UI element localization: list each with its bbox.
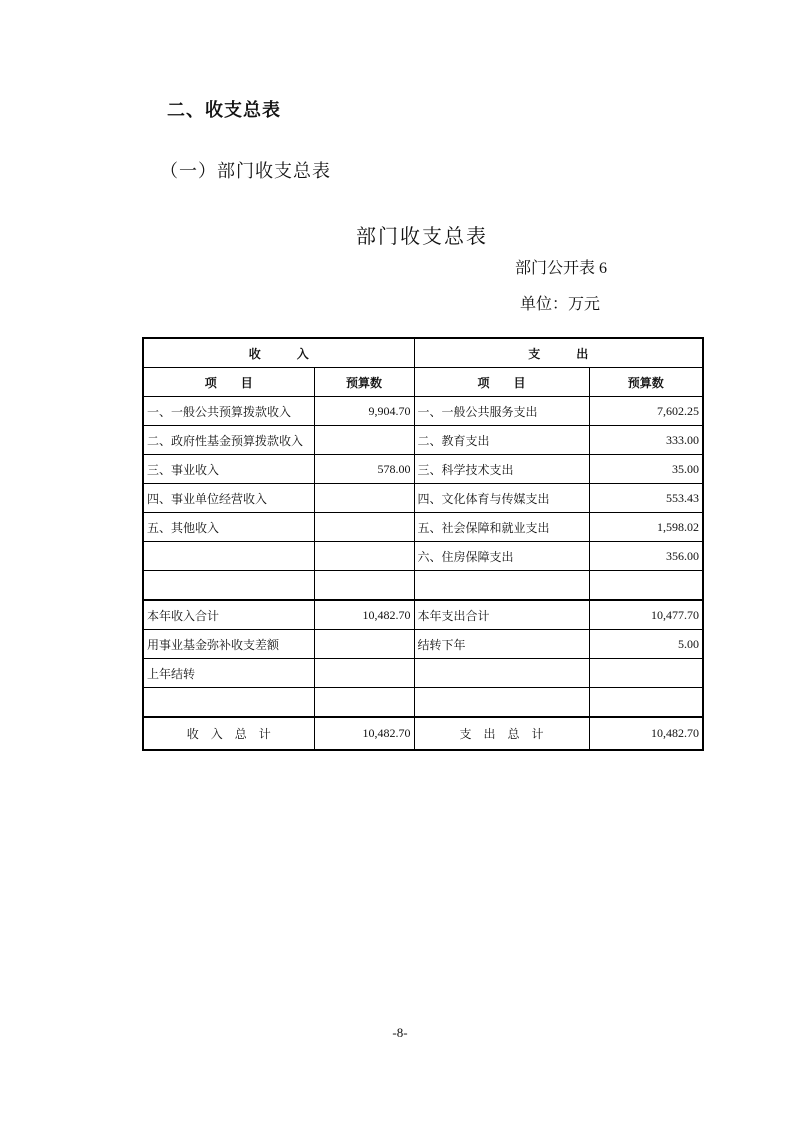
income-total-value: 10,482.70: [314, 717, 414, 750]
table-row: [143, 397, 703, 426]
income-budget-header: 预算数: [314, 368, 414, 397]
expense-value-cell: [589, 659, 703, 688]
expense-item-cell: 六、住房保障支出: [414, 542, 589, 571]
income-group-header: 收 入: [143, 338, 414, 368]
income-item-cell: [143, 542, 314, 571]
expense-value-cell: [589, 688, 703, 718]
page-number: -8-: [392, 1025, 408, 1040]
income-value-cell: [314, 513, 414, 542]
expense-item-cell: [414, 571, 589, 601]
expense-value-cell: 35.00: [589, 455, 703, 484]
income-item-cell: 本年收入合计: [143, 600, 314, 630]
section-heading: 二、收支总表: [167, 100, 281, 120]
table-label: 部门公开表 6: [515, 260, 608, 277]
expense-budget-header: 预算数: [589, 368, 703, 397]
sub-heading: （一）部门收支总表: [160, 161, 331, 181]
expense-item-cell: 本年支出合计: [414, 600, 589, 630]
table-row: [143, 630, 703, 659]
expense-total-label: 支 出 总 计: [414, 717, 589, 750]
income-value-cell: 9,904.70: [314, 397, 414, 426]
table-row: [143, 455, 703, 484]
income-item-cell: 四、事业单位经营收入: [143, 484, 314, 513]
income-total-label: 收 入 总 计: [143, 717, 314, 750]
expense-value-cell: 5.00: [589, 630, 703, 659]
table-row: [143, 688, 703, 718]
table-row: [143, 659, 703, 688]
column-header-row: [143, 368, 703, 397]
table-row: [143, 426, 703, 455]
table-row: [143, 600, 703, 630]
expense-item-cell: 二、教育支出: [414, 426, 589, 455]
income-item-cell: 二、政府性基金预算拨款收入: [143, 426, 314, 455]
income-item-cell: 用事业基金弥补收支差额: [143, 630, 314, 659]
income-value-cell: [314, 571, 414, 601]
income-item-cell: [143, 571, 314, 601]
income-item-cell: 三、事业收入: [143, 455, 314, 484]
expense-value-cell: 333.00: [589, 426, 703, 455]
income-value-cell: [314, 688, 414, 718]
expense-item-cell: [414, 688, 589, 718]
expense-value-cell: 553.43: [589, 484, 703, 513]
income-value-cell: [314, 484, 414, 513]
expense-item-cell: 五、社会保障和就业支出: [414, 513, 589, 542]
income-item-header: 项 目: [143, 368, 314, 397]
income-item-cell: 一、一般公共预算拨款收入: [143, 397, 314, 426]
table-row: [143, 542, 703, 571]
expense-value-cell: 7,602.25: [589, 397, 703, 426]
expense-value-cell: 356.00: [589, 542, 703, 571]
income-value-cell: [314, 542, 414, 571]
expense-item-cell: 四、文化体育与传媒支出: [414, 484, 589, 513]
income-item-cell: 五、其他收入: [143, 513, 314, 542]
income-value-cell: [314, 426, 414, 455]
income-item-cell: [143, 688, 314, 718]
table-row: [143, 484, 703, 513]
expense-item-cell: 一、一般公共服务支出: [414, 397, 589, 426]
expense-item-cell: [414, 659, 589, 688]
unit-label: 单位：万元: [520, 296, 601, 313]
expense-item-header: 项 目: [414, 368, 589, 397]
table-title: 部门收支总表: [356, 226, 488, 248]
income-item-cell: 上年结转: [143, 659, 314, 688]
income-value-cell: [314, 659, 414, 688]
expense-total-value: 10,482.70: [589, 717, 703, 750]
expense-item-cell: 结转下年: [414, 630, 589, 659]
expense-value-cell: 1,598.02: [589, 513, 703, 542]
group-header-row: [143, 338, 703, 368]
expense-group-header: 支 出: [414, 338, 703, 368]
income-value-cell: 10,482.70: [314, 600, 414, 630]
table-row: [143, 513, 703, 542]
income-value-cell: [314, 630, 414, 659]
budget-table: [142, 337, 704, 751]
expense-item-cell: 三、科学技术支出: [414, 455, 589, 484]
income-value-cell: 578.00: [314, 455, 414, 484]
table-row: [143, 571, 703, 601]
expense-value-cell: [589, 571, 703, 601]
total-row: [143, 717, 703, 750]
expense-value-cell: 10,477.70: [589, 600, 703, 630]
